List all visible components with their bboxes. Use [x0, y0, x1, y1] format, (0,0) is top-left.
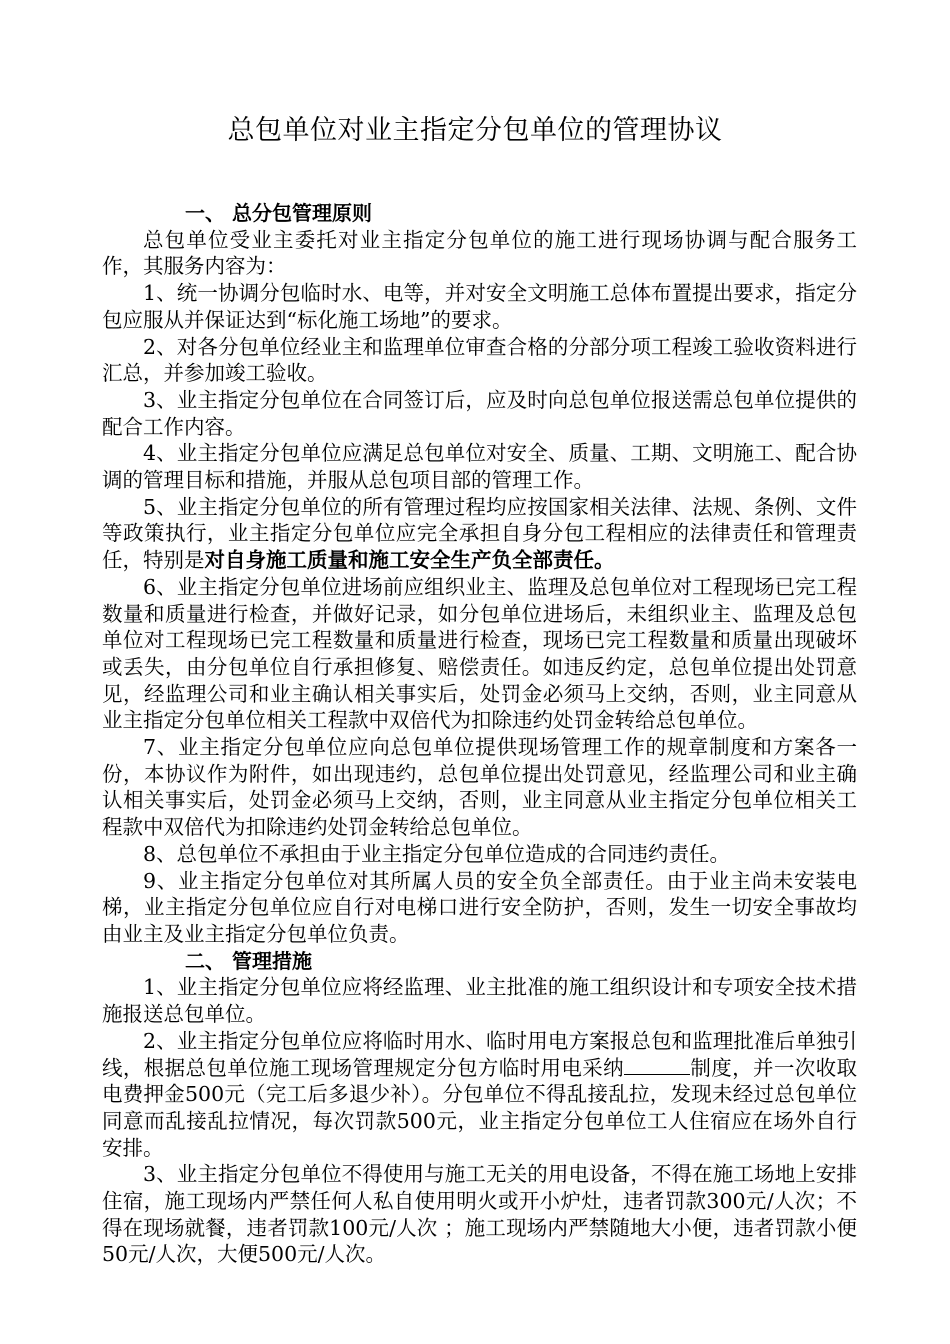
section-1-item-8: 8、总包单位不承担由于业主指定分包单位造成的合同违约责任。 — [143, 841, 731, 866]
section-1-item-5-text: 5、业主指定分包单位的所有管理过程均应按国家相关法律、法规、条例、文件等政策执行，业主指定分包单位应完全承担自身分包工程相应的法律责任和管理责任，特别是 — [102, 494, 857, 573]
document-title: 总包单位对业主指定分包单位的管理协议 — [227, 115, 723, 146]
section-2-item-2-text-a: 2、业主指定分包单位应将临时用水、临时用电方案报总包和监理批准后单独引线，根据总包单位施工现场管理规定分包方临时用电采纳 — [102, 1028, 857, 1080]
section-1-item-7: 7、业主指定分包单位应向总包单位提供现场管理工作的规章制度和方案各一份，本协议作为附件，如出现违约，总包单位提出处罚意见，经监理公司和业主确认相关事实后，处罚金必须马上交纳，否则，业主同意从业主指定分包单位相关工程款中双倍代为扣除违约处罚金转给总包单位。 — [102, 735, 857, 840]
section-1-item-3: 3、业主指定分包单位在合同签订后，应及时向总包单位报送需总包单位提供的配合工作内容。 — [102, 387, 857, 439]
section-1-item-4: 4、业主指定分包单位应满足总包单位对安全、质量、工期、文明施工、配合协调的管理目标和措施，并服从总包项目部的管理工作。 — [102, 441, 857, 493]
fill-in-blank — [624, 1056, 690, 1075]
section-1-item-2: 2、对各分包单位经业主和监理单位审查合格的分部分项工程竣工验收资料进行汇总，并参加竣工验收。 — [102, 334, 857, 386]
section-1-intro: 总包单位受业主委托对业主指定分包单位的施工进行现场协调与配合服务工作，其服务内容为： — [102, 227, 857, 279]
section-2-item-3: 3、业主指定分包单位不得使用与施工无关的用电设备，不得在施工场地上安排住宿，施工现场内严禁任何人私自使用明火或开小炉灶，违者罚款300元/人次；不得在现场就餐，违者罚款100元/人次 ；施工现场内严禁随地大小便，违者罚款小便50元/人次，大便500元/人次。 — [102, 1162, 857, 1267]
section-2-item-2-text-b: 制度，并一次收取电费押金500元（完工后多退少补）。分包单位不得乱接乱拉，发现未经过总包单位同意而乱接乱拉情况，每次罚款500元，业主指定分包单位工人住宿应在场外自行安排。 — [102, 1055, 857, 1160]
section-1-item-5 — [102, 494, 857, 574]
section-1-item-1: 1、统一协调分包临时水、电等，并对安全文明施工总体布置提出要求，指定分包应服从并保证达到“标化施工场地”的要求。 — [102, 281, 857, 332]
section-2-item-2 — [102, 1028, 857, 1162]
section-1-item-6: 6、业主指定分包单位进场前应组织业主、监理及总包单位对工程现场已完工程数量和质量进行检查，并做好记录，如分包单位进场后，未组织业主、监理及总包单位对工程现场已完工程数量和质量进行检查，现场已完工程数量和质量出现破坏或丢失，由分包单位自行承担修复、赔偿责任。如违反约定，总包单位提出处罚意见，经监理公司和业主确认相关事实后，处罚金必须马上交纳，否则，业主同意从业主指定分包单位相关工程款中双倍代为扣除违约处罚金转给总包单位。 — [102, 574, 857, 733]
section-1-item-9: 9、业主指定分包单位对其所属人员的安全负全部责任。由于业主尚未安装电梯，业主指定分包单位应自行对电梯口进行安全防护，否则，发生一切安全事故均由业主及业主指定分包单位负责。 — [102, 868, 857, 946]
section-2-heading: 二、 管理措施 — [185, 948, 312, 973]
document-body — [102, 200, 857, 1268]
section-2-item-1: 1、业主指定分包单位应将经监理、业主批准的施工组织设计和专项安全技术措施报送总包单位。 — [102, 975, 857, 1027]
section-1-heading: 一、 总分包管理原则 — [185, 201, 372, 225]
section-1-item-5-emphasis: 对自身施工质量和施工安全生产负全部责任。 — [204, 548, 615, 573]
